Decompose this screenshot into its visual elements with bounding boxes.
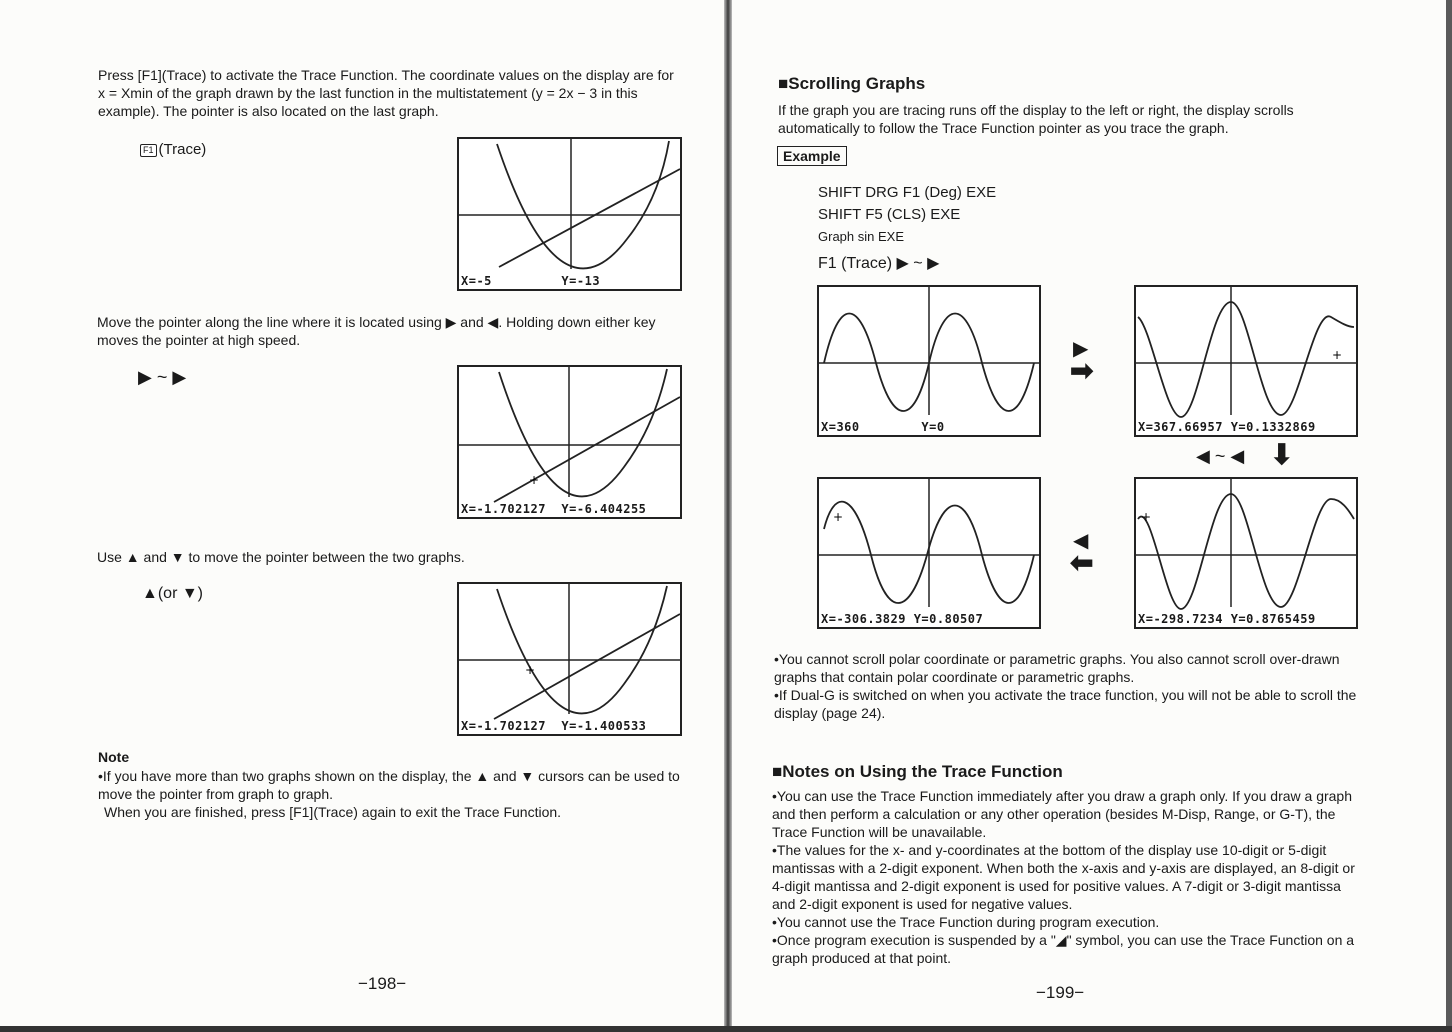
page-number-left: −198− (358, 974, 407, 993)
left-arrow-key-icon: ◀ (1073, 530, 1089, 552)
arrow-left-icon: ⬅ (1070, 547, 1094, 578)
sine-readout-1: X=360 Y=0 (821, 420, 945, 434)
key-sequence-4: F1 (Trace) ▶ ~ ▶ (818, 255, 940, 272)
pointer-cross-icon: + (529, 473, 540, 487)
key-sequence-3: Graph sin EXE (818, 229, 904, 244)
coordinate-readout-3: X=-1.702127 Y=-1.400533 (461, 719, 647, 733)
sine-plot-2 (1136, 287, 1356, 435)
coordinate-readout-2: X=-1.702127 Y=-6.404255 (461, 502, 647, 516)
graph-screen-2 (457, 365, 682, 519)
graph-plot-2 (459, 367, 680, 517)
f1-key-icon: F1 (140, 144, 157, 157)
pointer-cross-icon: + (833, 510, 844, 524)
scroll-bullet-2: •If Dual-G is switched on when you activate the trace function, you will not be able to scroll the display (page 24). (774, 687, 1357, 721)
trace-step-2: ▶ ~ ▶ (138, 367, 187, 387)
right-arrow-key-icon: ▶ (1073, 338, 1089, 360)
trace-note-3: •You cannot use the Trace Function during program execution. (772, 914, 1160, 930)
graph-plot-3 (459, 584, 680, 734)
left-arrow-range: ◀ ~ ◀ (1196, 446, 1245, 466)
trace-label: (Trace) (158, 141, 207, 158)
scrolling-intro-paragraph: If the graph you are tracing runs off the display to the left or right, the display scrolls automatically to follow the Trace Function pointer as you trace the graph. (778, 102, 1294, 136)
key-sequence-2: SHIFT F5 (CLS) EXE (818, 206, 961, 223)
trace-notes-heading: ■Notes on Using the Trace Function (772, 762, 1063, 781)
trace-note-2: •The values for the x- and y-coordinates at the bottom of the display use 10-digit or 5-digit mantissas with a 2-digit exponent. When both the x-axis and y-axis are displayed, an 8-digit or 4-digit mantissa and 2-digit exponent is used for positive values. A 7-digit or 3-digit mantissa and 2-digit exponent is used for negative values. (772, 842, 1355, 912)
sine-screen-2 (1134, 285, 1358, 437)
page-number-right: −199− (1036, 983, 1085, 1002)
sine-plot-3 (819, 479, 1039, 627)
trace-intro-paragraph: Press [F1](Trace) to activate the Trace Function. The coordinate values on the display are for x = Xmin of the graph drawn by the last function in the multistatement (y = 2x − 3 in this example). The pointer is also located on the last graph. (98, 67, 674, 119)
right-page (732, 0, 1452, 1032)
sine-readout-4: X=-298.7234 Y=0.8765459 (1138, 612, 1316, 626)
note-item-2: When you are finished, press [F1](Trace) again to exit the Trace Function. (104, 804, 562, 820)
line-graph (499, 169, 680, 267)
graph-screen-1 (457, 137, 682, 291)
trace-step-1 (140, 141, 206, 159)
parabola-curve (497, 141, 669, 268)
sine-screen-3 (817, 477, 1041, 629)
sine-screen-1 (817, 285, 1041, 437)
note-title: Note (98, 749, 130, 765)
arrow-down-icon: ⬇ (1270, 439, 1294, 470)
trace-note-4: •Once program execution is suspended by a "◢" symbol, you can use the Trace Function on a graph produced at that point. (772, 932, 1355, 966)
sine-screen-4 (1134, 477, 1358, 629)
sine-plot-1 (819, 287, 1039, 435)
trace-note-1: •You can use the Trace Function immediately after you draw a graph only. If you draw a graph and then perform a calculation or any other operation (besides M-Disp, Range, or G-T), the Trace Function will be unavailable. (772, 788, 1353, 840)
trace-step-3: ▲(or ▼) (142, 585, 203, 602)
sine-readout-2: X=367.66957 Y=0.1332869 (1138, 420, 1316, 434)
pointer-cross-icon: + (1332, 348, 1343, 362)
sine-plot-4 (1136, 479, 1356, 627)
scrolling-graphs-heading: ■Scrolling Graphs (778, 74, 926, 93)
move-pointer-paragraph: Move the pointer along the line where it is located using ▶ and ◀. Holding down either key moves the pointer at high speed. (97, 314, 656, 348)
pointer-cross-icon: + (1141, 510, 1152, 524)
graph-screen-3 (457, 582, 682, 736)
switch-graph-paragraph: Use ▲ and ▼ to move the pointer between the two graphs. (97, 549, 465, 565)
coordinate-readout-1: X=-5 Y=-13 (461, 274, 601, 288)
arrow-right-icon: ➡ (1070, 355, 1094, 386)
key-sequence-1: SHIFT DRG F1 (Deg) EXE (818, 184, 997, 201)
note-item-1: •If you have more than two graphs shown on the display, the ▲ and ▼ cursors can be used to move the pointer from graph to graph. (98, 768, 680, 802)
scroll-bullet-1: •You cannot scroll polar coordinate or parametric graphs. You also cannot scroll over-drawn graphs that contain polar coordinate or parametric graphs. (774, 651, 1340, 685)
pointer-cross-icon: + (525, 663, 536, 677)
graph-plot-1 (459, 139, 680, 289)
sine-readout-3: X=-306.3829 Y=0.80507 (821, 612, 984, 626)
example-tag: Example (777, 146, 847, 166)
